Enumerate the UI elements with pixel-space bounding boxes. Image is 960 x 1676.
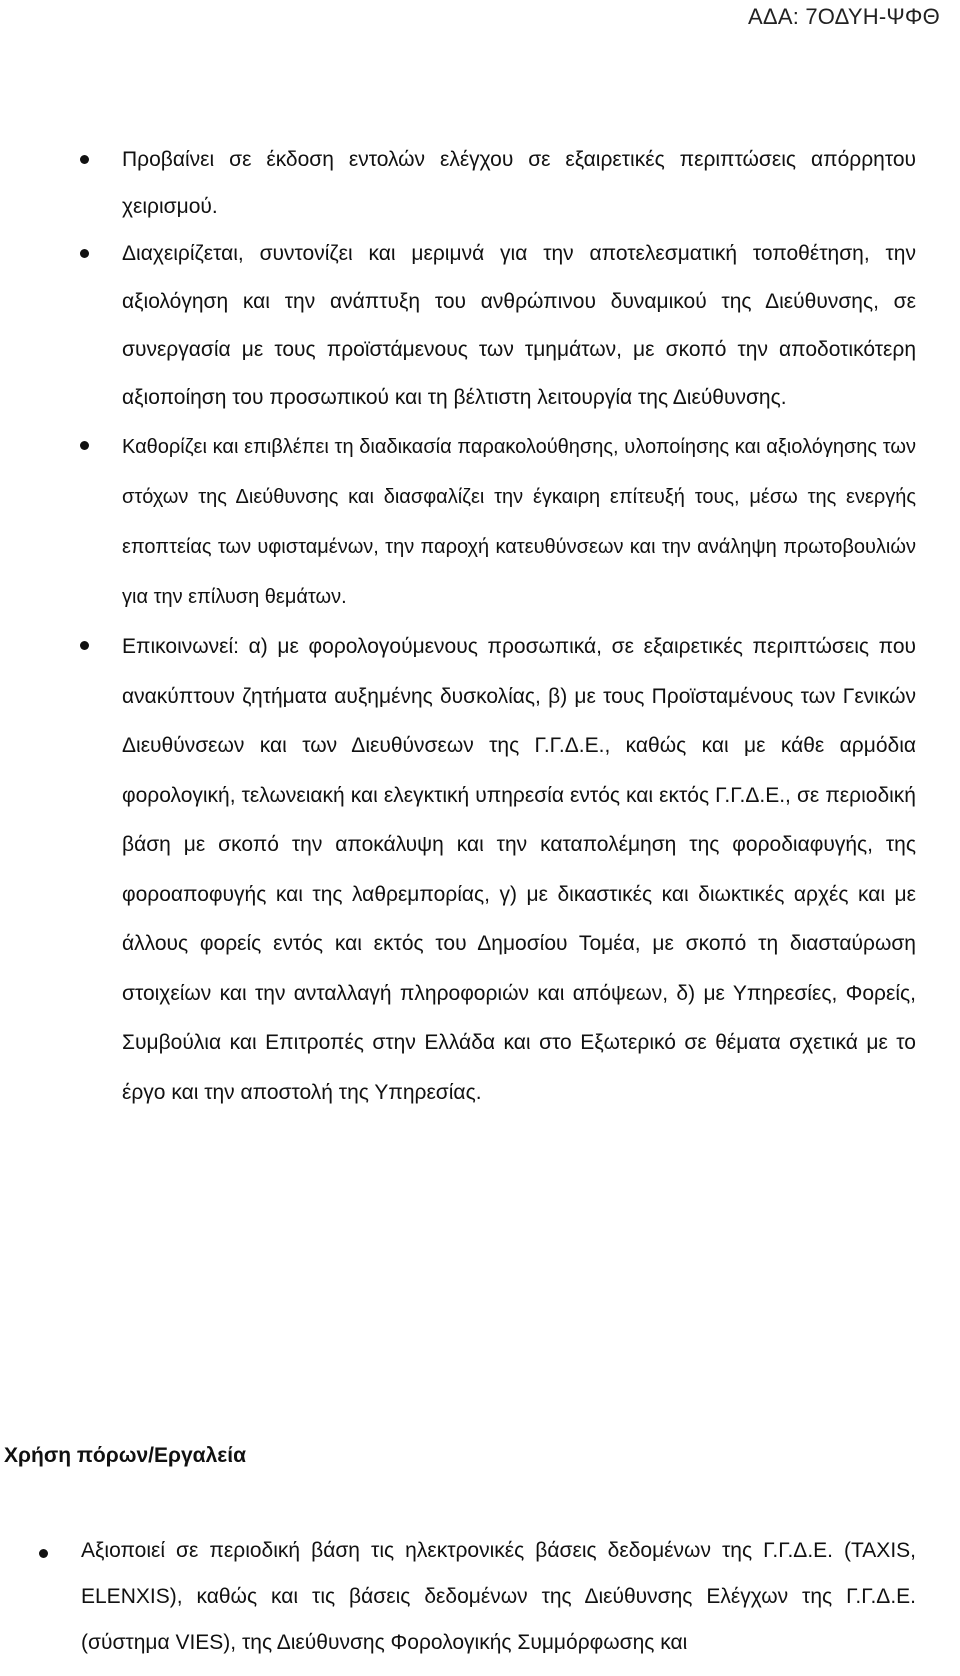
list-item-text: Επικοινωνεί: α) με φορολογούμενους προσωπικά, σε εξαιρετικές περιπτώσεις που ανακύπτουν ζητήματα αυξημένης δυσκολίας, β) με τους Προϊσταμένους των Γενικών Διευθύνσεων και των Διευθύνσεων της Γ.Γ.Δ.Ε., καθώς και με κάθε αρμόδια φορολογική, τελωνειακή και ελεγκτική υπηρεσία εντός και εκτός Γ.Γ.Δ.Ε., σε περιοδική βάση με σκοπό την αποκάλυψη και την καταπολέμηση της φοροδιαφυγής, της φοροαποφυγής και της λαθρεμπορίας, γ) με δικαστικές και διωκτικές αρχές και με άλλους φορείς εντός και εκτός του Δημοσίου Τομέα, με σκοπό τη διασταύρωση στοιχείων και την ανταλλαγή πληροφοριών και απόψεων, δ) με Υπηρεσίες, Φορείς, Συμβούλια και Επιτροπές στην Ελλάδα και στο Εξωτερικό σε θέματα σχετικά με το έργο και την αποστολή της Υπηρεσίας. bbox=[122, 635, 916, 1104]
list-item bbox=[80, 622, 916, 1117]
resources-list bbox=[36, 1528, 916, 1666]
bullet-icon bbox=[39, 1549, 48, 1558]
bullet-icon bbox=[80, 641, 89, 650]
bullet-icon bbox=[80, 249, 89, 258]
document-ada-code: ΑΔΑ: 7ΟΔΥΗ-ΨΦΘ bbox=[748, 4, 940, 29]
list-item bbox=[80, 136, 916, 230]
bullet-icon bbox=[80, 155, 89, 164]
section-heading-resources: Χρήση πόρων/Εργαλεία bbox=[4, 1444, 246, 1467]
bullet-icon bbox=[80, 441, 89, 450]
duties-list bbox=[80, 136, 916, 1117]
list-item-text: Διαχειρίζεται, συντονίζει και μεριμνά για την αποτελεσματική τοποθέτηση, την αξιολόγηση και την ανάπτυξη του ανθρώπινου δυναμικού της Διεύθυνσης, σε συνεργασία με τους προϊστάμενους των τμημάτων, με σκοπό την αποδοτικότερη αξιοποίηση του προσωπικού και τη βέλτιστη λειτουργία της Διεύθυνσης. bbox=[122, 242, 916, 409]
list-item-text: Καθορίζει και επιβλέπει τη διαδικασία παρακολούθησης, υλοποίησης και αξιολόγησης των στόχων της Διεύθυνσης και διασφαλίζει την έγκαιρη επίτευξή τους, μέσω της ενεργής εποπτείας των υφισταμένων, την παροχή κατευθύνσεων και την ανάληψη πρωτοβουλιών για την επίλυση θεμάτων. bbox=[122, 436, 916, 608]
list-item-text: Προβαίνει σε έκδοση εντολών ελέγχου σε εξαιρετικές περιπτώσεις απόρρητου χειρισμού. bbox=[122, 148, 916, 218]
list-item-text: Αξιοποιεί σε περιοδική βάση τις ηλεκτρονικές βάσεις δεδομένων της Γ.Γ.Δ.Ε. (TAXIS, ELENXIS), καθώς και τις βάσεις δεδομένων της Διεύθυνσης Ελέγχων της Γ.Γ.Δ.Ε. (σύστημα VIES), της Διεύθυνσης Φορολογικής Συμμόρφωσης και bbox=[81, 1539, 916, 1654]
list-item bbox=[36, 1528, 916, 1666]
list-item bbox=[80, 230, 916, 422]
list-item bbox=[80, 422, 916, 622]
